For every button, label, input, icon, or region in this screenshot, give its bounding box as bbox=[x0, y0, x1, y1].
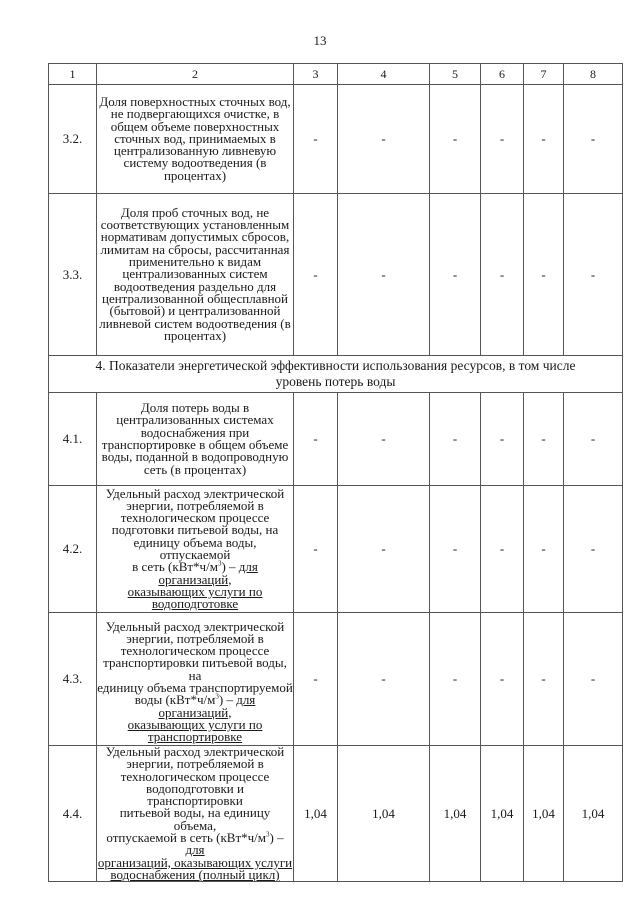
column-header: 1 bbox=[49, 64, 97, 85]
cell-value: - bbox=[338, 613, 430, 746]
cell-value: - bbox=[430, 194, 481, 356]
cell-value: - bbox=[481, 393, 524, 486]
row-description: Удельный расход электрической энергии, потребляемой в технологическом процессе подготовки питьевой воды, на единицу объема воды, отпускаемой в сеть $(кВт*ч/м^3)$ – для организаций, оказывающих услуги по водоподготовке bbox=[97, 486, 294, 613]
cell-value: - bbox=[524, 85, 564, 194]
cell-value: - bbox=[294, 393, 338, 486]
section-header-row bbox=[49, 356, 623, 393]
cell-value: - bbox=[338, 486, 430, 613]
table-row bbox=[49, 486, 623, 613]
cell-value: - bbox=[338, 85, 430, 194]
column-header-row bbox=[49, 64, 623, 85]
table-row bbox=[49, 85, 623, 194]
row-description: Удельный расход электрической энергии, потребляемой в технологическом процессе транспортировки питьевой воды, на единицу объема транспортируемой воды $(кВт*ч/м^3)$ – для организаций, оказывающих услуги по транспортировке bbox=[97, 613, 294, 746]
cell-value: 1,04 bbox=[294, 746, 338, 882]
cell-value: - bbox=[524, 486, 564, 613]
cell-value: - bbox=[564, 486, 623, 613]
cell-value: - bbox=[294, 85, 338, 194]
cell-value: - bbox=[481, 85, 524, 194]
cell-value: - bbox=[481, 486, 524, 613]
column-header: 4 bbox=[338, 64, 430, 85]
section-title: 4. Показатели энергетической эффективности использования ресурсов, в том числе уровень потерь воды bbox=[49, 356, 623, 393]
cell-value: - bbox=[524, 194, 564, 356]
cell-value: - bbox=[294, 194, 338, 356]
column-header: 8 bbox=[564, 64, 623, 85]
table-row bbox=[49, 613, 623, 746]
cell-value: 1,04 bbox=[338, 746, 430, 882]
cell-value: 1,04 bbox=[430, 746, 481, 882]
cell-value: - bbox=[481, 613, 524, 746]
cell-value: - bbox=[564, 613, 623, 746]
row-description: Доля поверхностных сточных вод, не подвергающихся очистке, в общем объеме поверхностных сточных вод, принимаемых в централизованную ливневую систему водоотведения (в процентах) bbox=[97, 85, 294, 194]
cell-value: - bbox=[430, 393, 481, 486]
cell-value: - bbox=[564, 194, 623, 356]
cell-value: - bbox=[430, 613, 481, 746]
column-header: 7 bbox=[524, 64, 564, 85]
cell-value: - bbox=[430, 486, 481, 613]
cell-value: - bbox=[481, 194, 524, 356]
cell-value: - bbox=[294, 613, 338, 746]
table-row bbox=[49, 393, 623, 486]
column-header: 6 bbox=[481, 64, 524, 85]
cell-value: - bbox=[338, 194, 430, 356]
cell-value: - bbox=[338, 393, 430, 486]
row-number: 3.3. bbox=[49, 194, 97, 356]
column-header: 5 bbox=[430, 64, 481, 85]
cell-value: - bbox=[524, 393, 564, 486]
cell-value: 1,04 bbox=[564, 746, 623, 882]
table-row bbox=[49, 194, 623, 356]
cell-value: - bbox=[430, 85, 481, 194]
indicators-table bbox=[48, 63, 623, 882]
cell-value: 1,04 bbox=[481, 746, 524, 882]
row-description: Доля проб сточных вод, не соответствующих установленным нормативам допустимых сбросов, лимитам на сбросы, рассчитанная применительно к видам централизованных систем водоотведения раздельно для централизованной общесплавной (бытовой) и централизованной ливневой систем водоотведения (в процентах) bbox=[97, 194, 294, 356]
row-number: 4.1. bbox=[49, 393, 97, 486]
cell-value: - bbox=[564, 393, 623, 486]
cell-value: - bbox=[564, 85, 623, 194]
table-row bbox=[49, 746, 623, 882]
page-number: 13 bbox=[313, 33, 327, 48]
column-header: 3 bbox=[294, 64, 338, 85]
column-header: 2 bbox=[97, 64, 294, 85]
cell-value: - bbox=[524, 613, 564, 746]
row-description: Удельный расход электрической энергии, потребляемой в технологическом процессе водоподготовки и транспортировки питьевой воды, на единицу объема, отпускаемой в сеть $(кВт*ч/м^3)$ – для организаций, оказывающих услуги водоснабжения (полный цикл) bbox=[97, 744, 293, 882]
cell-value: 1,04 bbox=[524, 746, 564, 882]
row-description: Доля потерь воды в централизованных системах водоснабжения при транспортировке в общем объеме воды, поданной в водопроводную сеть (в процентах) bbox=[97, 393, 294, 486]
cell-value: - bbox=[294, 486, 338, 613]
row-number: 4.4. bbox=[49, 746, 97, 882]
row-number: 4.2. bbox=[49, 486, 97, 613]
row-number: 4.3. bbox=[49, 613, 97, 746]
row-number: 3.2. bbox=[49, 85, 97, 194]
